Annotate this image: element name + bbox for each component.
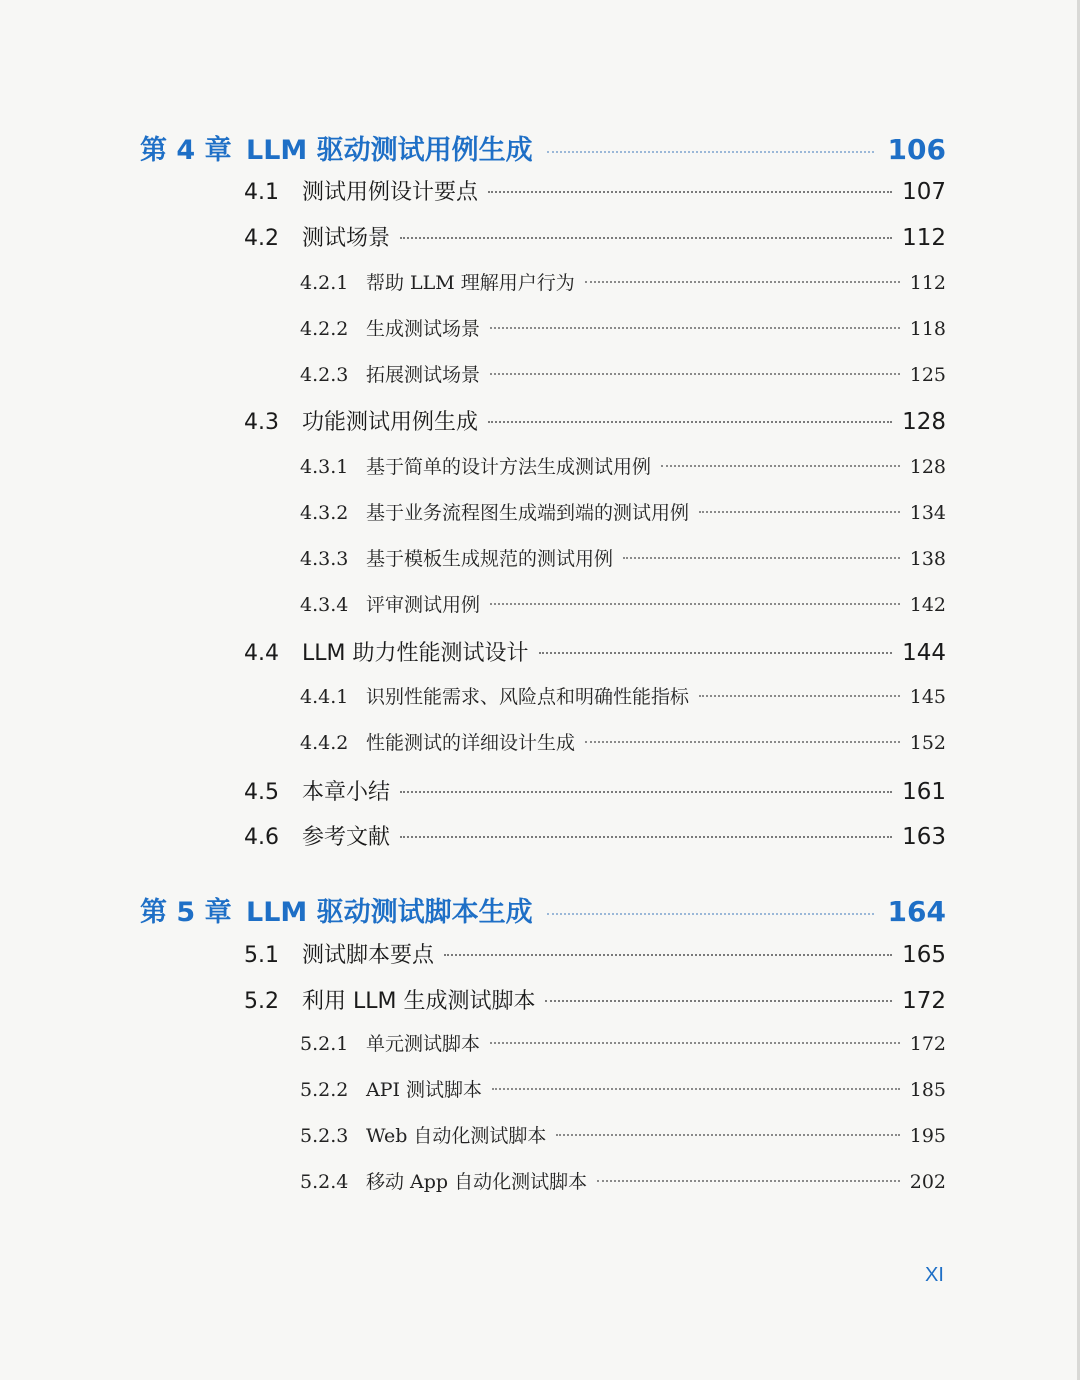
entry-title: 帮助 LLM 理解用户行为 xyxy=(366,272,575,294)
page-number: 138 xyxy=(909,548,946,570)
dot-leader xyxy=(661,465,900,467)
entry-number: 4.3.2 xyxy=(300,502,349,524)
dot-leader xyxy=(400,791,892,793)
page-number: 106 xyxy=(887,133,946,166)
toc-subsection-row[interactable] xyxy=(300,360,946,387)
toc-subsection-row[interactable] xyxy=(300,1167,946,1194)
dot-leader xyxy=(545,1000,892,1002)
page-number: 128 xyxy=(909,456,946,478)
dot-leader xyxy=(547,151,874,153)
toc-section-row[interactable] xyxy=(244,820,946,851)
toc-chapter-row[interactable] xyxy=(140,890,946,929)
page-number: 185 xyxy=(909,1079,946,1101)
entry-title: 评审测试用例 xyxy=(366,594,481,616)
dot-leader xyxy=(492,1088,900,1090)
page-folio: XI xyxy=(925,1264,944,1286)
entry-number: 5.2.2 xyxy=(300,1079,349,1101)
dot-leader xyxy=(490,1042,900,1044)
dot-leader xyxy=(585,281,900,283)
toc-subsection-row[interactable] xyxy=(300,452,946,479)
entry-title: 识别性能需求、风险点和明确性能指标 xyxy=(366,686,690,708)
entry-title: 基于简单的设计方法生成测试用例 xyxy=(366,456,652,478)
entry-number: 5.2.3 xyxy=(300,1125,349,1147)
page-number: 112 xyxy=(902,225,946,251)
entry-number: 5.2.1 xyxy=(300,1033,349,1055)
toc-subsection-row[interactable] xyxy=(300,1029,946,1056)
dot-leader xyxy=(547,913,874,915)
toc-section-row[interactable] xyxy=(244,984,946,1015)
toc-subsection-row[interactable] xyxy=(300,590,946,617)
dot-leader xyxy=(699,511,900,513)
page-number: 118 xyxy=(909,318,946,340)
dot-leader xyxy=(490,373,900,375)
entry-title: 测试场景 xyxy=(302,226,391,251)
page-number: 112 xyxy=(909,272,946,294)
toc-subsection-row[interactable] xyxy=(300,544,946,571)
dot-leader xyxy=(490,603,900,605)
toc-section-row[interactable] xyxy=(244,938,946,969)
entry-title: 拓展测试场景 xyxy=(366,364,481,386)
page-number: 172 xyxy=(902,988,946,1014)
page-number: 152 xyxy=(909,732,946,754)
toc-subsection-row[interactable] xyxy=(300,1075,946,1102)
entry-number: 4.3.4 xyxy=(300,594,349,616)
entry-number: 4.6 xyxy=(244,825,279,850)
page-number: 134 xyxy=(909,502,946,524)
entry-number: 4.2.3 xyxy=(300,364,349,386)
page-number: 107 xyxy=(902,179,946,205)
entry-title: 移动 App 自动化测试脚本 xyxy=(366,1171,588,1193)
entry-number: 4.4.2 xyxy=(300,732,349,754)
entry-number: 4.3.3 xyxy=(300,548,349,570)
entry-number: 4.3 xyxy=(244,410,279,435)
entry-title: 参考文献 xyxy=(302,825,391,850)
entry-title: 基于模板生成规范的测试用例 xyxy=(366,548,614,570)
entry-number: 5.1 xyxy=(244,943,279,968)
page-number: 163 xyxy=(902,824,946,850)
entry-number: 4.3.1 xyxy=(300,456,349,478)
entry-title: 基于业务流程图生成端到端的测试用例 xyxy=(366,502,690,524)
entry-title: 测试脚本要点 xyxy=(302,943,435,968)
entry-title: 利用 LLM 生成测试脚本 xyxy=(302,989,536,1014)
entry-number: 4.2 xyxy=(244,226,279,251)
entry-title: Web 自动化测试脚本 xyxy=(366,1125,547,1147)
entry-number: 5.2.4 xyxy=(300,1171,349,1193)
page-number: 128 xyxy=(902,409,946,435)
entry-title: 测试用例设计要点 xyxy=(302,180,479,205)
dot-leader xyxy=(400,237,892,239)
page-number: 125 xyxy=(909,364,946,386)
entry-title: 性能测试的详细设计生成 xyxy=(366,732,576,754)
entry-number: 4.5 xyxy=(244,780,279,805)
chapter-label: 第 4 章 xyxy=(140,135,232,166)
dot-leader xyxy=(539,652,893,654)
toc-section-row[interactable] xyxy=(244,775,946,806)
chapter-label: 第 5 章 xyxy=(140,897,232,928)
page-number: 202 xyxy=(909,1171,946,1193)
entry-title: API 测试脚本 xyxy=(366,1079,483,1101)
page-number: 161 xyxy=(902,779,946,805)
dot-leader xyxy=(400,836,892,838)
toc-subsection-row[interactable] xyxy=(300,314,946,341)
page-number: 165 xyxy=(902,942,946,968)
entry-title: 功能测试用例生成 xyxy=(302,410,479,435)
dot-leader xyxy=(623,557,900,559)
page-number: 172 xyxy=(909,1033,946,1055)
page-number: 142 xyxy=(909,594,946,616)
entry-title: LLM 助力性能测试设计 xyxy=(302,641,529,666)
page-number: 144 xyxy=(902,640,946,666)
entry-number: 5.2 xyxy=(244,989,279,1014)
toc-subsection-row[interactable] xyxy=(300,682,946,709)
dot-leader xyxy=(699,695,900,697)
chapter-title: LLM 驱动测试用例生成 xyxy=(246,135,533,166)
dot-leader xyxy=(556,1134,899,1136)
page-number: 145 xyxy=(909,686,946,708)
entry-number: 4.4.1 xyxy=(300,686,349,708)
dot-leader xyxy=(585,741,900,743)
page-number: 164 xyxy=(887,895,946,928)
dot-leader xyxy=(488,191,892,193)
toc-subsection-row[interactable] xyxy=(300,1121,946,1148)
entry-title: 生成测试场景 xyxy=(366,318,481,340)
chapter-title: LLM 驱动测试脚本生成 xyxy=(246,897,533,928)
entry-number: 4.4 xyxy=(244,641,279,666)
toc-chapter-row[interactable] xyxy=(140,128,946,167)
entry-number: 4.2.1 xyxy=(300,272,349,294)
entry-title: 本章小结 xyxy=(302,780,391,805)
dot-leader xyxy=(488,421,892,423)
toc-subsection-row[interactable] xyxy=(300,268,946,295)
dot-leader xyxy=(490,327,900,329)
toc-section-row[interactable] xyxy=(244,175,946,206)
toc-subsection-row[interactable] xyxy=(300,728,946,755)
toc-section-row[interactable] xyxy=(244,636,946,667)
dot-leader xyxy=(597,1180,900,1182)
dot-leader xyxy=(444,954,892,956)
toc-section-row[interactable] xyxy=(244,405,946,436)
entry-title: 单元测试脚本 xyxy=(366,1033,481,1055)
toc-section-row[interactable] xyxy=(244,221,946,252)
entry-number: 4.1 xyxy=(244,180,279,205)
toc-subsection-row[interactable] xyxy=(300,498,946,525)
entry-number: 4.2.2 xyxy=(300,318,349,340)
page-number: 195 xyxy=(909,1125,946,1147)
